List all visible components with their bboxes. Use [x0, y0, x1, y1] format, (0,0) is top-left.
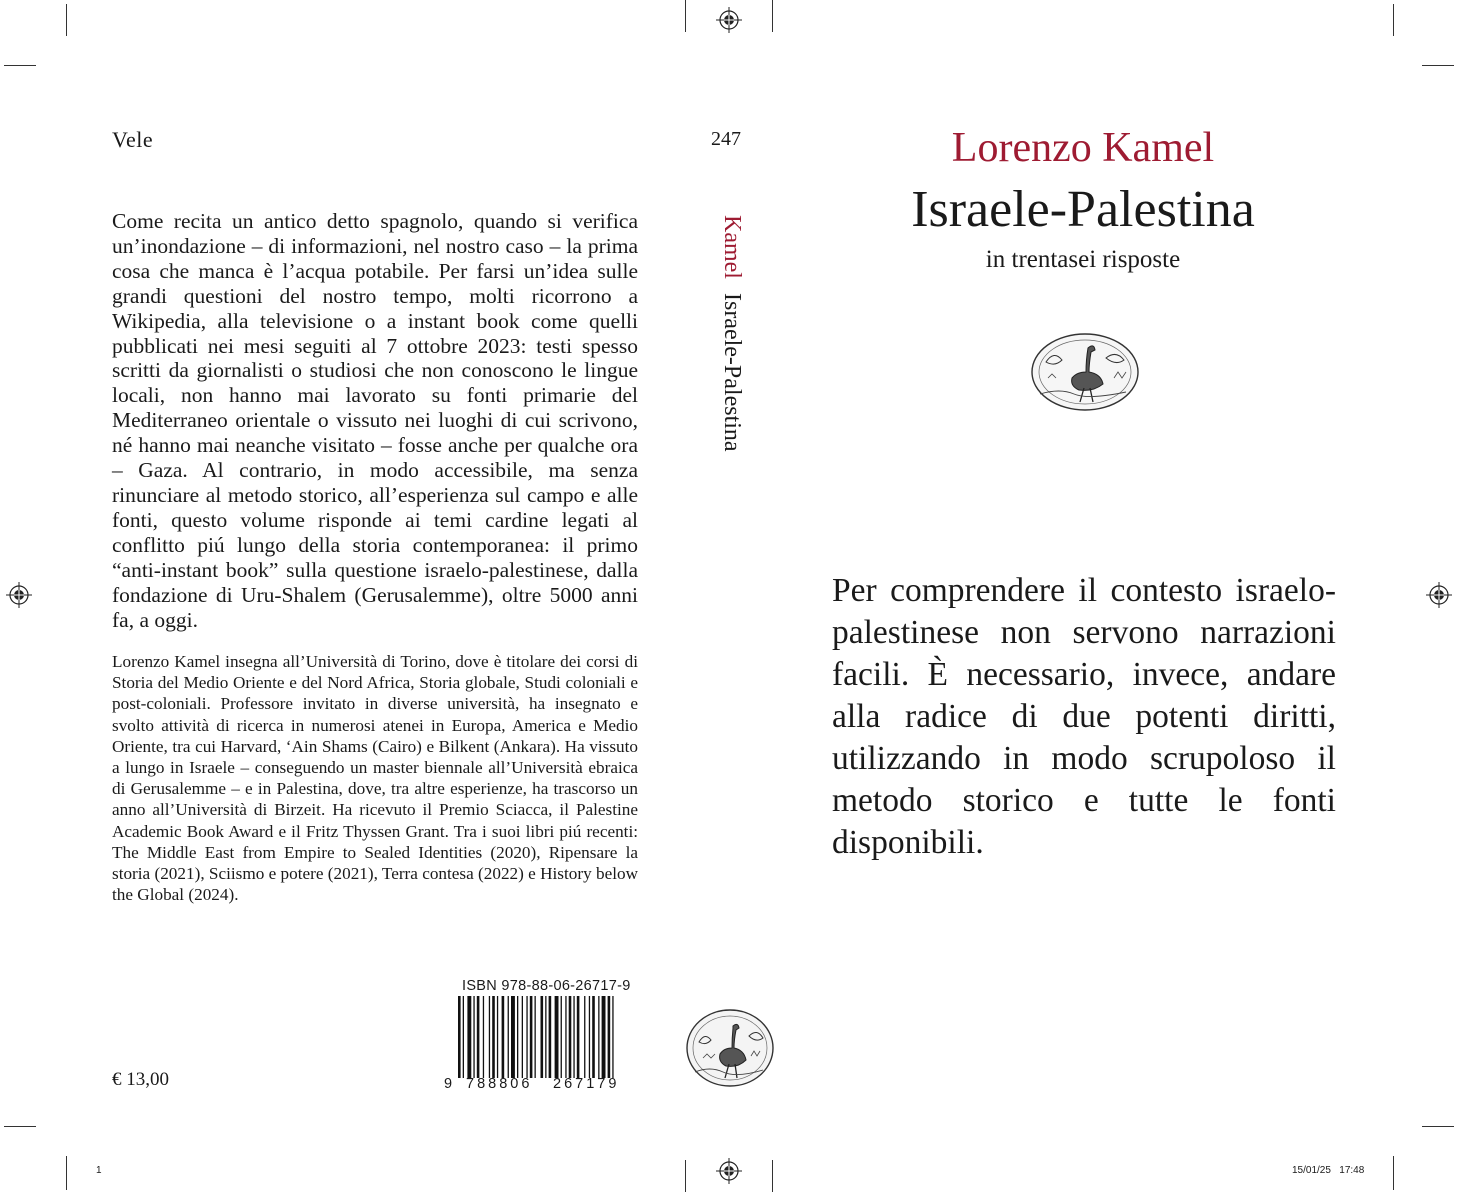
- barcode-bar: [467, 996, 471, 1078]
- barcode-bar: [517, 996, 518, 1078]
- barcode-first-digit: 9: [444, 1076, 453, 1092]
- spine-author: Kamel: [719, 215, 745, 279]
- barcode-bar: [608, 996, 611, 1078]
- price: € 13,00: [112, 1069, 169, 1090]
- barcode-bar: [502, 996, 505, 1078]
- crop-mark: [1393, 4, 1394, 36]
- crop-mark: [4, 65, 36, 66]
- barcode-bar: [463, 996, 464, 1078]
- barcode-bar: [522, 996, 523, 1078]
- crop-mark: [685, 1160, 686, 1192]
- front-subtitle: in trentasei risposte: [985, 246, 1181, 273]
- barcode-bar: [589, 996, 590, 1078]
- barcode-bar: [555, 996, 559, 1078]
- barcode-right-digits: 267179: [553, 1076, 620, 1092]
- barcode-bar: [592, 996, 595, 1078]
- registration-mark-icon: [6, 582, 32, 608]
- barcode-left-digits: 788806: [466, 1076, 533, 1092]
- crop-mark: [1393, 1156, 1394, 1190]
- barcode-bar: [526, 996, 527, 1078]
- barcode-bar: [473, 996, 474, 1078]
- barcode-bar: [561, 996, 562, 1078]
- barcode-bar: [492, 996, 495, 1078]
- registration-mark-icon: [716, 7, 742, 33]
- author-bio-text: Lorenzo Kamel insegna all’Università di Torino, dove è titolare dei corsi di Storia del Medio Oriente e del Nord Africa, Storia globale, Studi coloniali e post-coloniali. Professore invitato in diverse università, ha insegnato e svolto attività di ricerca in numerosi atenei in Europa, America e Medio Oriente, tra cui Harvard, ‘Ain Shams (Cairo) e Bilkent (Ankara). Ha vissuto a lungo in Israele – conseguendo un master biennale all’Università ebraica di Gerusalemme – e in Palestina, dove, tra altre esperienze, ha trascorso un anno all’Università di Birzeit. Ha ricevuto il Premio Sciacca, il Palestine Academic Book Award e il Fritz Thyssen Grant. Tra i suoi libri piú recenti: The Middle East from Empire to Sealed Identities (2020), Ripensare la storia (2021), Sciismo e potere (2021), Terra contesa (2022) e History below the Global (2024).: [112, 652, 638, 905]
- front-blurb: [832, 570, 1336, 864]
- barcode-bar: [598, 996, 599, 1078]
- crop-mark: [1422, 65, 1454, 66]
- series-name: Vele: [112, 127, 154, 152]
- crop-mark: [4, 1126, 36, 1127]
- barcode-bar: [497, 996, 498, 1078]
- page-number: 1: [96, 1165, 102, 1176]
- barcode-bar: [569, 996, 572, 1078]
- front-title: Israele-Palestina: [911, 181, 1255, 238]
- barcode-bar: [541, 996, 544, 1078]
- barcode-bar: [545, 996, 546, 1078]
- author-biography: [112, 651, 638, 905]
- barcode-bar: [483, 996, 484, 1078]
- barcode-bar: [535, 996, 536, 1078]
- barcode-bar: [584, 996, 585, 1078]
- crop-mark: [685, 0, 686, 32]
- barcode-bar: [530, 996, 533, 1078]
- barcode-bar: [602, 996, 606, 1078]
- barcode-bar: [511, 996, 515, 1078]
- crop-mark: [66, 4, 67, 36]
- barcode-bar: [549, 996, 552, 1078]
- barcode-bar: [477, 996, 480, 1078]
- barcode-bar: [565, 996, 566, 1078]
- barcode-bar: [573, 996, 574, 1078]
- barcode-bar: [489, 996, 490, 1078]
- ostrich-emblem-icon: [685, 1006, 775, 1090]
- front-blurb-text: Per comprendere il contesto israelo-palestinese non servono narrazioni facili. È necessario, invece, andare alla radice di due potenti diritti, utilizzando in modo scrupoloso il metodo storico e tutte le fonti disponibili.: [832, 572, 1336, 861]
- barcode-bar: [577, 996, 580, 1078]
- ostrich-emblem-icon: [1030, 332, 1140, 412]
- spine-title: Israele-Palestina: [719, 292, 745, 452]
- barcode-bar: [508, 996, 509, 1078]
- registration-mark-icon: [1426, 582, 1452, 608]
- front-author: Lorenzo Kamel: [951, 125, 1215, 171]
- crop-mark: [772, 1160, 773, 1192]
- barcode: [454, 996, 640, 1078]
- barcode-bar: [458, 996, 461, 1078]
- barcode-bar: [612, 996, 613, 1078]
- series-number: 247: [711, 128, 741, 150]
- isbn-label: ISBN 978-88-06-26717-9: [462, 978, 631, 994]
- crop-mark: [772, 0, 773, 32]
- print-timestamp: 15/01/25 17:48: [1292, 1165, 1365, 1176]
- registration-mark-icon: [716, 1158, 742, 1184]
- crop-mark: [66, 1156, 67, 1190]
- crop-mark: [1422, 1126, 1454, 1127]
- back-cover-body-text: Come recita un antico detto spagnolo, quando si verifica un’inondazione – di informazioni, nel nostro caso – la prima cosa che manca è l’acqua potabile. Per farsi un’idea sulle grandi questioni del nostro tempo, molti ricorrono a Wikipedia, alla televisione o a instant book come quelli pubblicati nei mesi seguiti al 7 ottobre 2023: testi spesso scritti da giornalisti o studiosi che non conoscono le lingue locali, non hanno mai lavorato su fonti primarie del Mediterraneo orientale o vissuto nei luoghi di cui scrivono, né hanno mai neanche visitato – fosse anche per qualche ora – Gaza. Al contrario, in modo accessibile, ma senza rinunciare al metodo storico, all’esperienza sul campo e alle fonti, questo volume risponde ai temi cardine legati al conflitto piú lungo della storia contemporanea: il primo “anti-instant book” sulla questione israelo-palestinese, dalla fondazione di Uru-Shalem (Gerusalemme), oltre 5000 anni fa, a oggi.: [112, 209, 638, 632]
